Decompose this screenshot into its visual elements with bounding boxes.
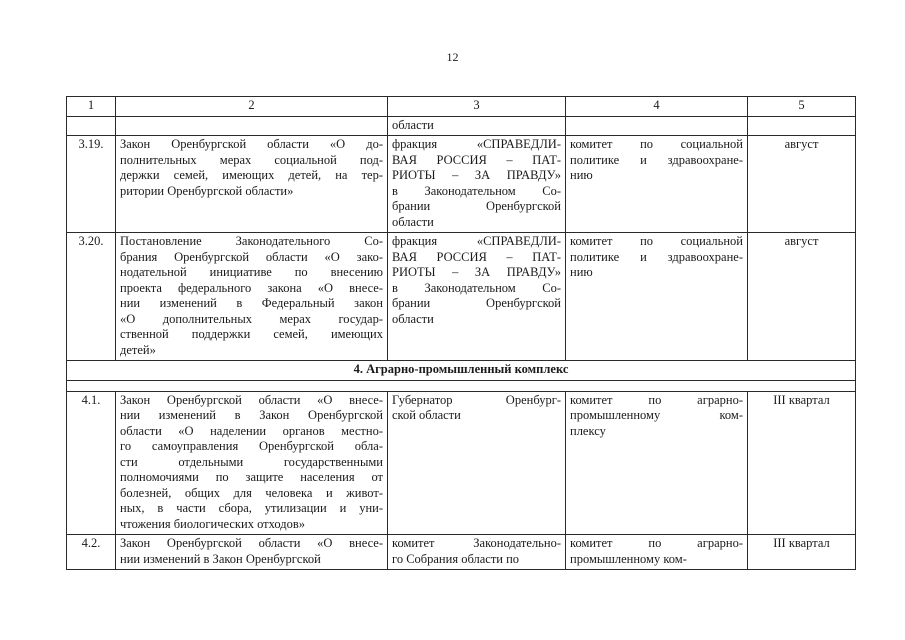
cell-text-line: Постановление Законодательного Со- — [120, 234, 383, 248]
deadline-cell — [748, 116, 856, 136]
item-number: 3.19. — [67, 136, 116, 233]
table-row — [67, 233, 856, 361]
cell-text-line: политике и здравоохране- — [570, 152, 743, 167]
cell-text-line: комитет Законодательно- — [392, 536, 561, 550]
table-row — [67, 391, 856, 535]
initiator-cell — [388, 391, 566, 535]
cell-text-line: в Законодательном Со- — [392, 280, 561, 295]
document-title-cell — [116, 233, 388, 361]
header-cell-2: 2 — [116, 97, 388, 117]
document-title-cell — [116, 391, 388, 535]
cell-text-line: в Законодательном Со- — [392, 183, 561, 198]
cell-text-line: брании Оренбургской — [392, 199, 561, 213]
cell-text-line: детей» — [120, 342, 156, 357]
cell-text-line: нию — [570, 265, 593, 279]
deadline-cell: август — [748, 136, 856, 233]
cell-text-line: РИОТЫ – ЗА ПРАВДУ» — [392, 265, 561, 279]
cell-text-line: болезней, общих для человека и живот- — [120, 485, 383, 500]
plan-table-body — [67, 97, 856, 570]
section-spacer — [67, 380, 856, 391]
cell-text-line: нии изменений в Федеральный закон — [120, 296, 383, 310]
document-title-cell — [116, 535, 388, 570]
cell-text-line: го самоуправления Оренбургской обла- — [120, 439, 383, 453]
section-row — [67, 361, 856, 381]
cell-text-line: Закон Оренбургской области «О до- — [120, 137, 383, 151]
committee-cell — [566, 136, 748, 233]
section-title: 4. Аграрно-промышленный комплекс — [67, 361, 856, 381]
header-cell-4: 4 — [566, 97, 748, 117]
cell-text-line: чтожения биологических отходов» — [120, 516, 306, 531]
cell-text-line: области — [392, 214, 434, 229]
cell-text-line: области «О наделении органов местно- — [120, 423, 383, 438]
deadline-cell: III квартал — [748, 535, 856, 570]
cell-text-line: РИОТЫ – ЗА ПРАВДУ» — [392, 168, 561, 182]
cell-text-line: ственной поддержки семей, имеющих — [120, 327, 383, 341]
cell-text-line: области — [392, 311, 434, 326]
header-cell-3: 3 — [388, 97, 566, 117]
deadline-cell: август — [748, 233, 856, 361]
initiator-cell — [388, 136, 566, 233]
deadline-cell: III квартал — [748, 391, 856, 535]
cell-text-line: ВАЯ РОССИЯ – ПАТ- — [392, 249, 561, 264]
cell-text-line: промышленному ком- — [570, 551, 687, 566]
header-cell-5: 5 — [748, 97, 856, 117]
table-row — [67, 535, 856, 570]
cell-text-line: держки семей, имеющих детей, на тер- — [120, 168, 383, 182]
cell-text-line: нию — [570, 168, 593, 182]
committee-cell — [566, 116, 748, 136]
cell-text-line: комитет по социальной — [570, 137, 743, 151]
item-number: 4.1. — [67, 391, 116, 535]
cell-text-line: Закон Оренбургской области «О внесе- — [120, 392, 383, 407]
cell-text-line: «О дополнительных мерах государ- — [120, 311, 383, 326]
document-title-cell — [116, 136, 388, 233]
table-header-row — [67, 97, 856, 117]
header-cell-1: 1 — [67, 97, 116, 117]
cell-text-line: ВАЯ РОССИЯ – ПАТ- — [392, 152, 561, 167]
committee-cell — [566, 233, 748, 361]
cell-text-line: брании Оренбургской — [392, 296, 561, 310]
document-title-cell — [116, 116, 388, 136]
section-spacer-row — [67, 380, 856, 391]
item-number: 3.20. — [67, 233, 116, 361]
table-row — [67, 116, 856, 136]
cell-text-line: области — [392, 117, 434, 132]
cell-text-line: фракция «СПРАВЕДЛИ- — [392, 234, 561, 248]
cell-text-line: проекта федерального закона «О внесе- — [120, 280, 383, 295]
item-number — [67, 116, 116, 136]
cell-text-line: плексу — [570, 423, 606, 438]
cell-text-line: Закон Оренбургской области «О внесе- — [120, 536, 383, 550]
cell-text-line: ритории Оренбургской области» — [120, 183, 294, 198]
cell-text-line: ской области — [392, 408, 461, 422]
cell-text-line: нии изменений в Закон Оренбургской — [120, 551, 321, 566]
cell-text-line: сти отдельными государственными — [120, 454, 383, 469]
cell-text-line: комитет по аграрно- — [570, 536, 743, 550]
cell-text-line: Губернатор Оренбург- — [392, 392, 561, 407]
cell-text-line: ных, в части сбора, утилизации и уни- — [120, 501, 383, 515]
initiator-cell — [388, 535, 566, 570]
table-row — [67, 136, 856, 233]
cell-text-line: полнительных мерах социальной под- — [120, 152, 383, 167]
cell-text-line: промышленному ком- — [570, 408, 743, 422]
initiator-cell — [388, 233, 566, 361]
cell-text-line: комитет по аграрно- — [570, 392, 743, 407]
initiator-cell — [388, 116, 566, 136]
cell-text-line: комитет по социальной — [570, 234, 743, 248]
cell-text-line: нодательной инициативе по внесению — [120, 265, 383, 279]
cell-text-line: полномочиями по защите населения от — [120, 470, 383, 484]
cell-text-line: политике и здравоохране- — [570, 249, 743, 264]
page-number: 12 — [446, 50, 459, 64]
cell-text-line: фракция «СПРАВЕДЛИ- — [392, 137, 561, 151]
cell-text-line: нии изменений в Закон Оренбургской — [120, 408, 383, 422]
committee-cell — [566, 535, 748, 570]
item-number: 4.2. — [67, 535, 116, 570]
committee-cell — [566, 391, 748, 535]
legislative-plan-table — [66, 96, 856, 570]
cell-text-line: брания Оренбургской области «О зако- — [120, 249, 383, 264]
cell-text-line: го Собрания области по — [392, 551, 520, 566]
